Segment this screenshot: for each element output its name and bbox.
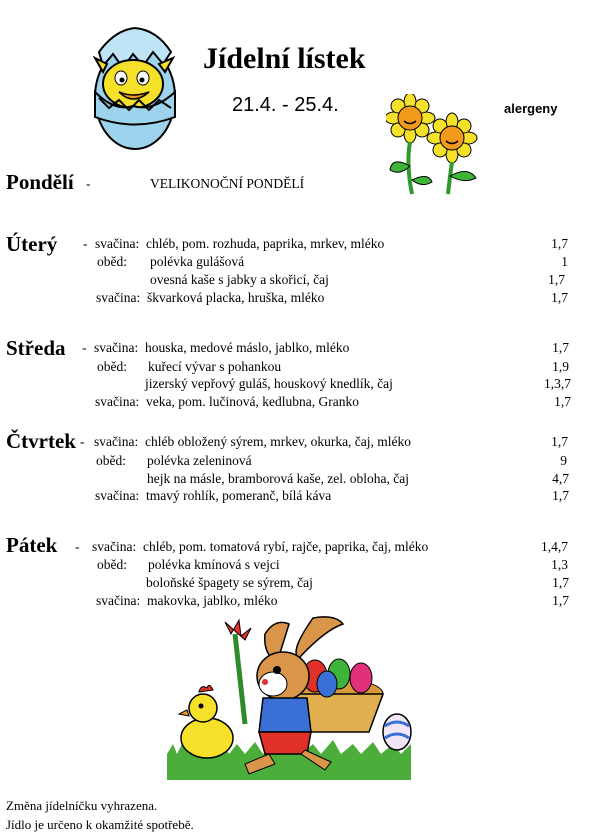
allergens-header: alergeny [504,101,558,116]
meal-text: polévka kmínová s vejci [148,557,280,572]
meal-label: svačina: [95,394,140,409]
page-title: Jídelní lístek [203,42,366,75]
day-thursday: Čtvrtek [6,429,76,453]
allergen-codes: 1,7 [552,488,569,503]
chick-in-egg-illustration [85,22,185,154]
meal-text: kuřecí vývar s pohankou [148,359,282,374]
meal-label: svačina: [96,290,141,305]
meal-label: svačina: [92,539,137,554]
allergen-codes: 1,7 [552,340,569,355]
meal-label: oběd: [96,453,126,468]
day-dash: - [83,236,88,251]
day-dash: - [86,176,91,191]
meal-text: polévka gulášová [150,254,245,269]
meal-text: chléb obložený sýrem, mrkev, okurka, čaj, mléko [145,434,412,449]
allergen-codes: 1,7 [551,236,568,251]
allergen-codes: 1 [561,254,568,269]
allergen-codes: 1,7 [554,394,571,409]
allergen-codes: 9 [560,453,567,468]
easter-bunny-illustration [165,614,413,782]
day-dash: - [82,340,87,355]
meal-text: chléb, pom. tomatová rybí, rajče, paprika, čaj, mléko [143,539,429,554]
allergen-codes: 1,4,7 [541,539,568,554]
meal-text: polévka zeleninová [147,453,252,468]
meal-text: jizerský vepřový guláš, houskový knedlík, čaj [145,376,393,391]
meal-label: oběd: [97,254,127,269]
allergen-codes: 1,9 [552,359,569,374]
allergen-codes: 1,7 [551,290,568,305]
allergen-codes: 1,3,7 [544,376,571,391]
meal-text: makovka, jablko, mléko [147,593,278,608]
meal-text: ovesná kaše s jabky a skořicí, čaj [150,272,329,287]
meal-label: svačina: [94,340,139,355]
day-dash: - [80,434,85,449]
allergen-codes: 1,7 [548,272,565,287]
day-dash: - [75,539,80,554]
meal-text: houska, medové máslo, jablko, mléko [145,340,350,355]
footer-change-note: Změna jídelníčku vyhrazena. [6,798,158,813]
meal-label: oběd: [97,557,127,572]
allergen-codes: 1,3 [551,557,568,572]
meal-label: svačina: [96,593,141,608]
meal-label: svačina: [95,236,140,251]
monday-note: VELIKONOČNÍ PONDĚLÍ [150,176,305,191]
meal-text: tmavý rohlík, pomeranč, bílá káva [146,488,332,503]
day-monday: Pondělí [6,170,74,194]
day-wednesday: Středa [6,336,66,360]
meal-text: škvarková placka, hruška, mléko [147,290,325,305]
footer-consumption-note: Jídlo je určeno k okamžité spotřebě. [6,817,194,832]
meal-text: chléb, pom. rozhuda, paprika, mrkev, mléko [146,236,385,251]
allergen-codes: 1,7 [551,434,568,449]
date-range: 21.4. - 25.4. [232,94,339,116]
allergen-codes: 1,7 [552,575,569,590]
meal-label: svačina: [95,488,140,503]
day-friday: Pátek [6,533,58,557]
meal-label: svačina: [94,434,139,449]
allergen-codes: 1,7 [552,593,569,608]
meal-text: veka, pom. lučinová, kedlubna, Granko [146,394,359,409]
day-tuesday: Úterý [6,232,58,256]
sunflowers-illustration [386,94,482,196]
meal-text: hejk na másle, bramborová kaše, zel. obloha, čaj [147,471,410,486]
meal-label: oběd: [97,359,127,374]
allergen-codes: 4,7 [552,471,569,486]
meal-text: boloňské špagety se sýrem, čaj [146,575,313,590]
